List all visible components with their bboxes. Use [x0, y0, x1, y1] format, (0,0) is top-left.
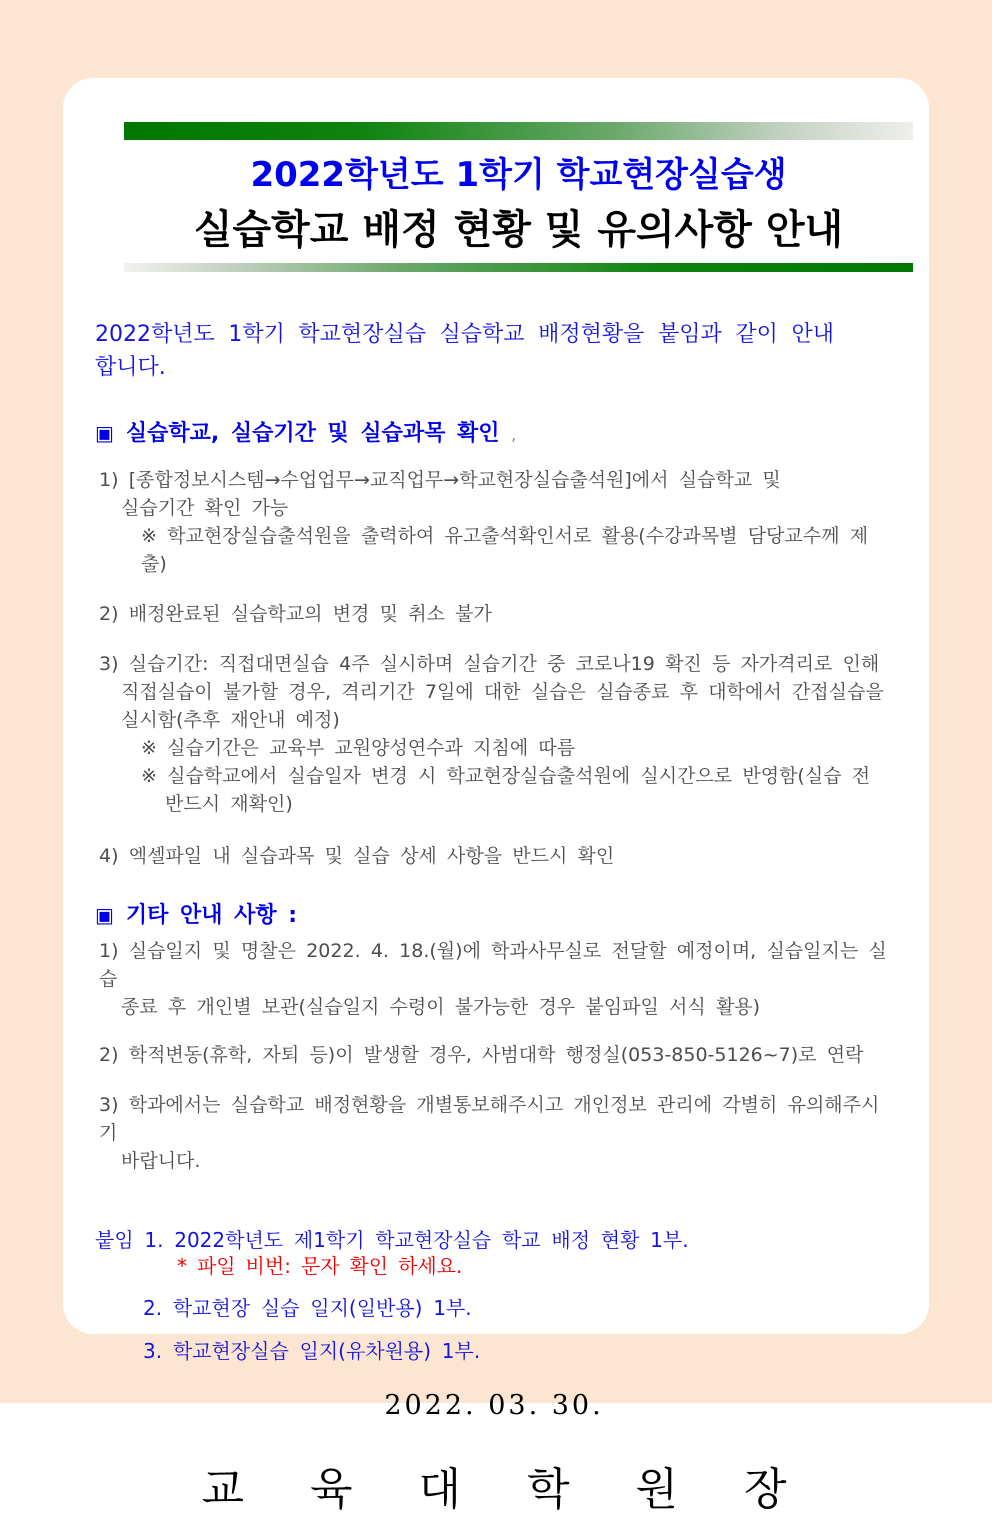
document-date: 2022. 03. 30. — [384, 1390, 604, 1421]
intro-line: 합니다. — [95, 355, 166, 380]
section1-item3 — [95, 650, 893, 818]
notice-title-line2: 실습학교 배정 현황 및 유의사항 안내 — [193, 207, 844, 253]
item-line: 바랍니다. — [121, 1150, 201, 1172]
section1-title: 실습학교, 실습기간 및 실습과목 확인 — [125, 421, 500, 446]
section1-item1 — [95, 466, 893, 578]
filled-square-icon: ▣ — [95, 421, 114, 445]
intro-paragraph — [95, 318, 893, 384]
attachment-line-3: 3. 학교현장실습 일지(유차원용) 1부. — [143, 1339, 481, 1363]
notice-body — [63, 318, 929, 1517]
section2-item2 — [95, 1041, 893, 1069]
filled-square-icon: ▣ — [95, 903, 114, 927]
item-line: 실시함(추후 재안내 예정) — [121, 709, 340, 731]
item-line: 2) 배정완료된 실습학교의 변경 및 취소 불가 — [99, 603, 492, 625]
section2-header — [95, 902, 893, 929]
item-line: 3) 학과에서는 실습학교 배정현황을 개별통보해주시고 개인정보 관리에 각별히 유의해주시기 — [99, 1094, 880, 1144]
notice-header — [124, 122, 913, 272]
section1-trailing-mark: , — [511, 425, 517, 444]
section1-item4 — [95, 842, 893, 870]
section1-item2 — [95, 600, 893, 628]
item-line: 3) 실습기간: 직접대면실습 4주 실시하며 실습기간 중 코로나19 확진 등 자가격리로 인해 — [99, 653, 880, 675]
item-line: 1) 실습일지 및 명찰은 2022. 4. 18.(월)에 학과사무실로 전달할 예정이며, 실습일지는 실습 — [99, 940, 887, 990]
attachments-block — [95, 1227, 893, 1364]
item-line: 1) [종합정보시스템→수업업무→교직업무→학교현장실습출석원]에서 실습학교 및 — [99, 469, 781, 491]
item-line: 종료 후 개인별 보관(실습일지 수령이 불가능한 경우 붙임파일 서식 활용) — [121, 996, 761, 1018]
item-line: ※ 학교현장실습출석원을 출력하여 유고출석확인서로 활용(수강과목별 담당교수께 제출) — [141, 525, 869, 575]
notice-page — [63, 78, 929, 1515]
section1-header — [95, 420, 893, 448]
section2-item1 — [95, 937, 893, 1021]
item-line: ※ 실습학교에서 실습일자 변경 시 학교현장실습출석원에 실시간으로 반영함(실습 전 — [141, 765, 871, 787]
header-bottom-gradient-bar — [124, 263, 913, 272]
item-line: 직접실습이 불가할 경우, 격리기간 7일에 대한 실습은 실습종료 후 대학에서 간접실습을 — [121, 681, 884, 703]
section2-item3 — [95, 1091, 893, 1175]
signer-title: 교 육 대 학 원 장 — [201, 1464, 813, 1515]
notice-title-line1: 2022학년도 1학기 학교현장실습생 — [250, 155, 787, 195]
item-line: 2) 학적변동(휴학, 자퇴 등)이 발생할 경우, 사범대학 행정실(053-850-5126~7)로 연락 — [99, 1044, 864, 1066]
attachment-password-note: * 파일 비번: 문자 확인 하세요. — [177, 1254, 463, 1278]
attachment-line-2: 2. 학교현장 실습 일지(일반용) 1부. — [143, 1296, 472, 1320]
section2-title: 기타 안내 사항 : — [125, 903, 298, 928]
item-line: ※ 실습기간은 교육부 교원양성연수과 지침에 따름 — [141, 737, 576, 759]
item-line: 4) 엑셀파일 내 실습과목 및 실습 상세 사항을 반드시 확인 — [99, 845, 615, 867]
intro-line: 2022학년도 1학기 학교현장실습 실습학교 배정현황을 붙임과 같이 안내 — [95, 322, 834, 347]
attachment-line-1: 붙임 1. 2022학년도 제1학기 학교현장실습 학교 배정 현황 1부. — [95, 1228, 689, 1252]
item-line: 반드시 재확인) — [165, 793, 293, 815]
item-line: 실습기간 확인 가능 — [121, 497, 289, 519]
header-top-gradient-bar — [124, 122, 913, 140]
